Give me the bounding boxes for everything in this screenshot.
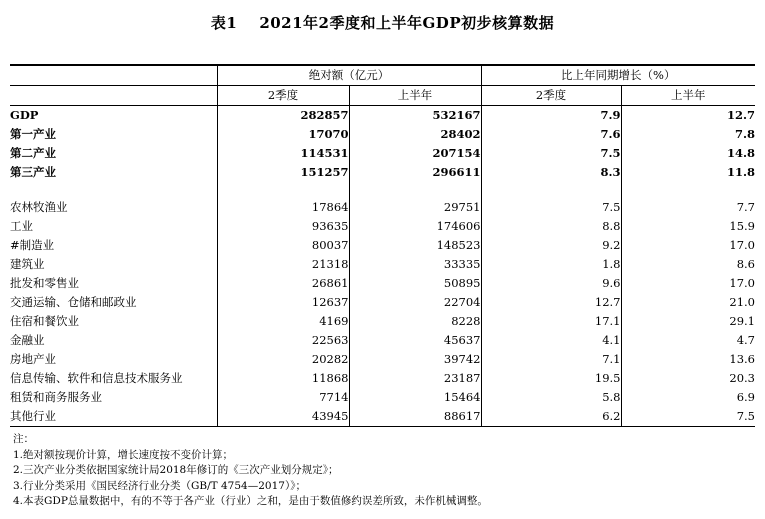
cell-h1-absolute: 39742 xyxy=(349,350,481,369)
cell-h1-absolute: 28402 xyxy=(349,125,481,144)
cell-h1-growth: 7.7 xyxy=(621,198,755,217)
cell-q2-absolute: 22563 xyxy=(217,331,349,350)
cell-q2-growth: 9.2 xyxy=(481,236,621,255)
cell-h1-absolute: 296611 xyxy=(349,163,481,182)
cell-h1-absolute: 532167 xyxy=(349,106,481,126)
cell-h1-absolute: 45637 xyxy=(349,331,481,350)
table-row xyxy=(10,293,755,312)
cell-h1-absolute: 29751 xyxy=(349,198,481,217)
row-label: 交通运输、仓储和邮政业 xyxy=(10,295,137,309)
header-q2-absolute: 2季度 xyxy=(217,86,349,106)
cell-h1-growth: 20.3 xyxy=(621,369,755,388)
cell-h1-absolute: 207154 xyxy=(349,144,481,163)
cell-h1-growth: 8.6 xyxy=(621,255,755,274)
row-label: 信息传输、软件和信息技术服务业 xyxy=(10,371,183,385)
row-label: 金融业 xyxy=(10,333,45,347)
notes-heading: 注： xyxy=(13,433,34,445)
table-row xyxy=(10,331,755,350)
cell-q2-growth: 9.6 xyxy=(481,274,621,293)
cell-q2-absolute: 93635 xyxy=(217,217,349,236)
industry-body xyxy=(10,198,755,427)
cell-h1-growth: 4.7 xyxy=(621,331,755,350)
table-row xyxy=(10,407,755,427)
cell-q2-growth: 4.1 xyxy=(481,331,621,350)
cell-q2-absolute: 151257 xyxy=(217,163,349,182)
table-row xyxy=(10,144,755,163)
cell-h1-absolute: 8228 xyxy=(349,312,481,331)
cell-h1-absolute: 50895 xyxy=(349,274,481,293)
cell-q2-growth: 7.5 xyxy=(481,198,621,217)
row-label: 房地产业 xyxy=(10,352,56,366)
cell-h1-growth: 11.8 xyxy=(621,163,755,182)
gdp-table xyxy=(10,64,755,427)
header-q2-growth: 2季度 xyxy=(481,86,621,106)
row-label: 第二产业 xyxy=(10,146,56,160)
cell-h1-growth: 17.0 xyxy=(621,274,755,293)
note-item: 2.三次产业分类依据国家统计局2018年修订的《三次产业划分规定》； xyxy=(13,464,339,476)
header-growth: 比上年同期增长（%） xyxy=(481,65,755,86)
header-row-groups xyxy=(10,65,755,86)
row-label: 第三产业 xyxy=(10,165,56,179)
cell-q2-growth: 5.8 xyxy=(481,388,621,407)
cell-q2-absolute: 43945 xyxy=(217,407,349,427)
row-label: GDP xyxy=(10,108,39,122)
cell-h1-growth: 12.7 xyxy=(621,106,755,126)
table-row xyxy=(10,255,755,274)
cell-q2-absolute: 7714 xyxy=(217,388,349,407)
cell-h1-absolute: 88617 xyxy=(349,407,481,427)
cell-h1-growth: 7.5 xyxy=(621,407,755,427)
cell-q2-growth: 7.1 xyxy=(481,350,621,369)
cell-q2-growth: 1.8 xyxy=(481,255,621,274)
cell-q2-absolute: 282857 xyxy=(217,106,349,126)
note-item: 4.本表GDP总量数据中，有的不等于各产业（行业）之和，是由于数值修约误差所致，未作机械调整。 xyxy=(13,495,488,507)
table-row xyxy=(10,312,755,331)
cell-h1-absolute: 23187 xyxy=(349,369,481,388)
table-row xyxy=(10,369,755,388)
row-label: #制造业 xyxy=(10,238,55,252)
summary-body xyxy=(10,106,755,199)
cell-q2-growth: 7.6 xyxy=(481,125,621,144)
cell-q2-absolute: 12637 xyxy=(217,293,349,312)
header-blank xyxy=(10,65,217,86)
cell-q2-absolute: 17070 xyxy=(217,125,349,144)
header-blank-2 xyxy=(10,86,217,106)
table-number: 表1 xyxy=(210,14,238,32)
cell-q2-absolute: 80037 xyxy=(217,236,349,255)
cell-q2-absolute: 4169 xyxy=(217,312,349,331)
table-title-text: 2021年2季度和上半年GDP初步核算数据 xyxy=(259,14,555,32)
cell-h1-growth: 17.0 xyxy=(621,236,755,255)
table-title xyxy=(0,12,765,33)
cell-h1-growth: 6.9 xyxy=(621,388,755,407)
cell-h1-absolute: 174606 xyxy=(349,217,481,236)
row-label: 建筑业 xyxy=(10,257,45,271)
table-row xyxy=(10,217,755,236)
cell-q2-absolute: 21318 xyxy=(217,255,349,274)
row-label: 农林牧渔业 xyxy=(10,200,68,214)
table-row xyxy=(10,388,755,407)
header-h1-absolute: 上半年 xyxy=(349,86,481,106)
row-label: 住宿和餐饮业 xyxy=(10,314,79,328)
cell-q2-growth: 12.7 xyxy=(481,293,621,312)
cell-h1-growth: 14.8 xyxy=(621,144,755,163)
note-item: 1.绝对额按现价计算，增长速度按不变价计算； xyxy=(13,448,234,461)
cell-q2-growth: 7.9 xyxy=(481,106,621,126)
cell-q2-absolute: 26861 xyxy=(217,274,349,293)
header-absolute: 绝对额（亿元） xyxy=(217,65,481,86)
cell-h1-absolute: 22704 xyxy=(349,293,481,312)
cell-h1-growth: 13.6 xyxy=(621,350,755,369)
cell-q2-growth: 7.5 xyxy=(481,144,621,163)
cell-q2-growth: 17.1 xyxy=(481,312,621,331)
cell-q2-growth: 19.5 xyxy=(481,369,621,388)
cell-h1-absolute: 33335 xyxy=(349,255,481,274)
cell-h1-growth: 7.8 xyxy=(621,125,755,144)
row-label: 批发和零售业 xyxy=(10,276,79,290)
cell-h1-growth: 29.1 xyxy=(621,312,755,331)
cell-h1-growth: 21.0 xyxy=(621,293,755,312)
spacer-row xyxy=(10,182,755,198)
cell-h1-growth: 15.9 xyxy=(621,217,755,236)
row-label: 工业 xyxy=(10,219,33,233)
table-row xyxy=(10,274,755,293)
table-row xyxy=(10,163,755,182)
cell-q2-absolute: 20282 xyxy=(217,350,349,369)
note-item: 3.行业分类采用《国民经济行业分类（GB/T 4754—2017）》； xyxy=(13,479,306,492)
header-h1-growth: 上半年 xyxy=(621,86,755,106)
cell-h1-absolute: 15464 xyxy=(349,388,481,407)
table-row xyxy=(10,198,755,217)
table-row xyxy=(10,350,755,369)
row-label: 租赁和商务服务业 xyxy=(10,390,102,404)
table-row xyxy=(10,236,755,255)
cell-q2-absolute: 17864 xyxy=(217,198,349,217)
row-label: 其他行业 xyxy=(10,407,217,427)
header-row-periods xyxy=(10,86,755,106)
row-label: 第一产业 xyxy=(10,127,56,141)
cell-q2-growth: 6.2 xyxy=(481,407,621,427)
cell-q2-growth: 8.3 xyxy=(481,163,621,182)
cell-q2-absolute: 114531 xyxy=(217,144,349,163)
table-row xyxy=(10,106,755,126)
table-row xyxy=(10,125,755,144)
cell-q2-growth: 8.8 xyxy=(481,217,621,236)
table-notes xyxy=(13,432,488,510)
cell-h1-absolute: 148523 xyxy=(349,236,481,255)
cell-q2-absolute: 11868 xyxy=(217,369,349,388)
